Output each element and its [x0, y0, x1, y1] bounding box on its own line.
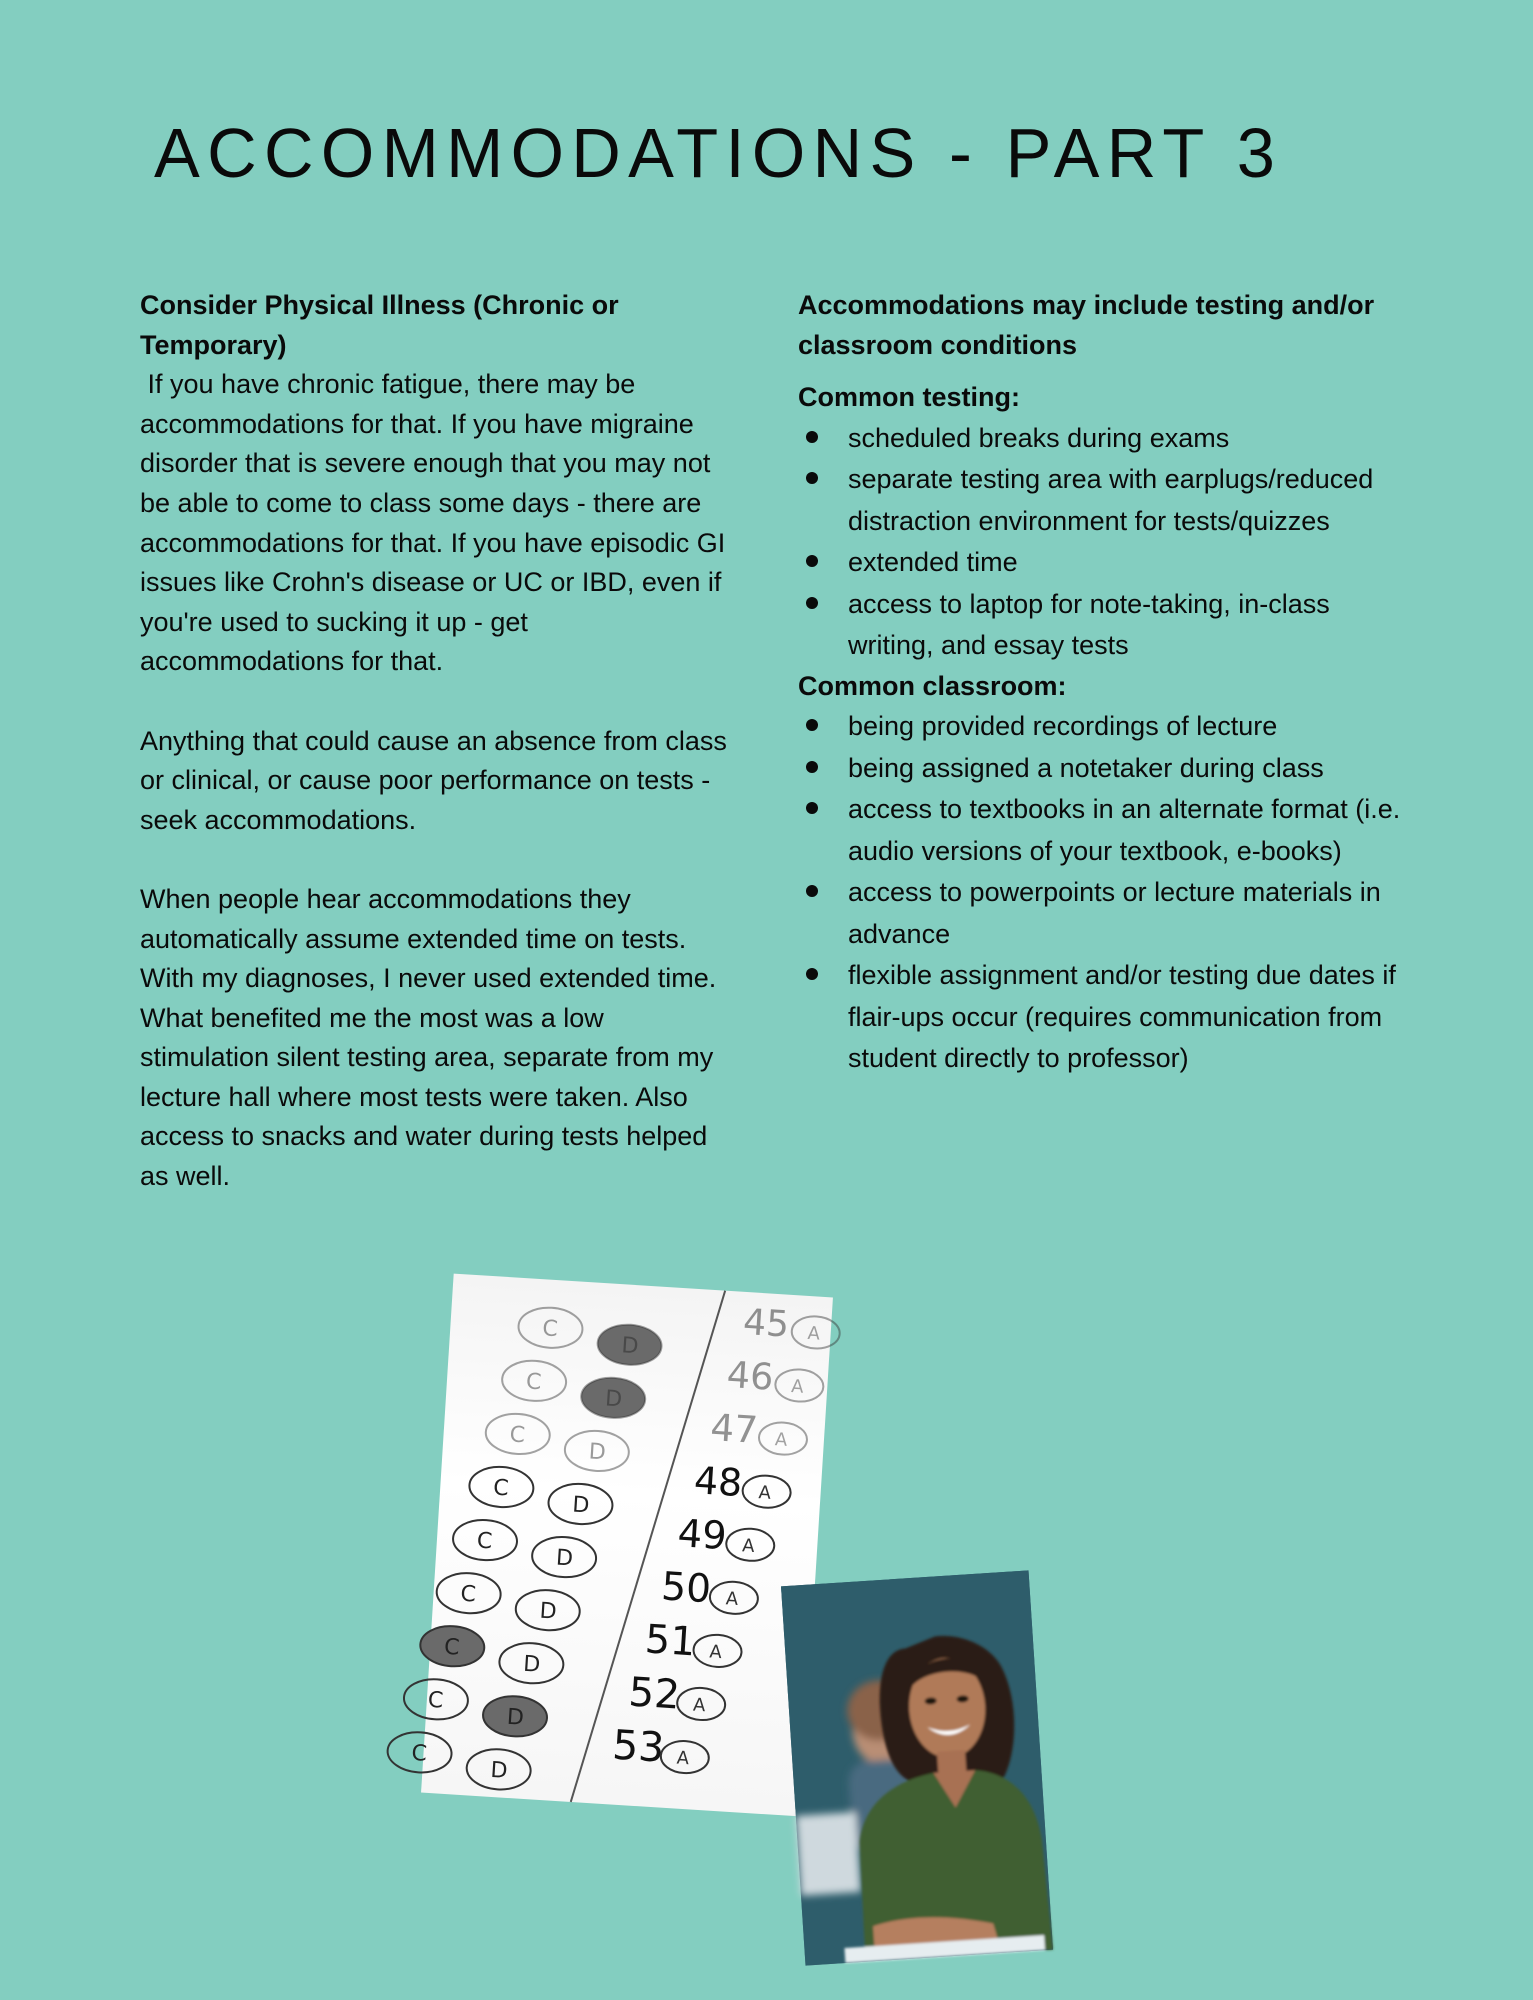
- accommodations-heading: Accommodations may include testing and/or classroom conditions: [798, 290, 1375, 360]
- bubble-letter: A: [757, 1482, 772, 1504]
- list-item: [798, 584, 1418, 667]
- physical-illness-heading: Consider Physical Illness (Chronic or Temporary): [140, 290, 619, 360]
- list-item-text: scheduled breaks during exams: [848, 422, 1230, 453]
- bubble-letter: C: [410, 1740, 428, 1767]
- list-item-text: extended time: [848, 547, 1018, 578]
- list-item: [798, 955, 1418, 1080]
- list-item-text: access to powerpoints or lecture materials in advance: [848, 877, 1381, 949]
- list-item-text: access to laptop for note-taking, in-class writing, and essay tests: [848, 588, 1330, 661]
- testing-list: [798, 418, 1418, 667]
- bubble-letter: C: [476, 1528, 494, 1555]
- paragraph-chronic-illness: If you have chronic fatigue, there may be accommodations for that. If you have migraine disorder that is severe enough that you may not be able to come to class some days - there are accommodations for that. If you have episodic GI issues like Crohn's disease or UC or IBD, even if you're used to sucking it up - get accommodations for that.: [140, 369, 733, 677]
- bubble-letter: A: [741, 1535, 756, 1557]
- bubble-letter: D: [538, 1598, 558, 1625]
- bullet-icon: [806, 968, 818, 980]
- bubble-letter: D: [620, 1333, 640, 1360]
- list-item: [798, 789, 1418, 872]
- question-number: 48: [692, 1458, 744, 1506]
- bullet-icon: [806, 761, 818, 773]
- list-item-text: flexible assignment and/or testing due dates if flair-ups occur (requires communication from student directly to professor): [848, 960, 1396, 1074]
- classroom-list: [798, 706, 1418, 1080]
- bubble-letter: A: [806, 1322, 821, 1345]
- list-item: [798, 748, 1418, 790]
- answer-sheet-image: [410, 1274, 833, 1817]
- bubble-letter: C: [459, 1581, 477, 1608]
- bullet-icon: [806, 885, 818, 897]
- bubble-letter: A: [708, 1641, 723, 1664]
- paragraph-spacer: [140, 682, 730, 722]
- bullet-icon: [806, 472, 818, 484]
- bubble-letter: D: [571, 1492, 591, 1519]
- bubble-letter: C: [541, 1316, 559, 1343]
- paragraph-spacer: [140, 840, 730, 880]
- bubble-letter: C: [427, 1687, 444, 1714]
- question-number: 51: [643, 1616, 697, 1666]
- bubble-letter: C: [492, 1475, 510, 1502]
- bubble-letter: D: [489, 1757, 509, 1784]
- left-column: [140, 286, 733, 1197]
- list-item-text: being provided recordings of lecture: [848, 711, 1278, 742]
- question-number: 53: [610, 1720, 666, 1772]
- question-number: 45: [741, 1301, 791, 1346]
- bubble-letter: D: [587, 1439, 607, 1466]
- bubble-letter: D: [604, 1386, 623, 1413]
- common-classroom-label: Common classroom:: [798, 670, 1067, 701]
- bubble-letter: C: [525, 1369, 543, 1396]
- bubble-letter: A: [774, 1429, 788, 1451]
- bubble-letter: A: [692, 1694, 707, 1717]
- question-number: 50: [660, 1564, 713, 1613]
- list-item-text: being assigned a notetaker during class: [848, 752, 1324, 783]
- bullet-icon: [806, 555, 818, 567]
- bubble-letter: C: [508, 1422, 526, 1449]
- student-illustration: [781, 1570, 1053, 1965]
- list-item: [798, 459, 1418, 542]
- bubble-letter: A: [790, 1376, 805, 1398]
- list-item: [798, 418, 1418, 460]
- question-number: 47: [709, 1405, 760, 1452]
- bubble-letter: D: [555, 1545, 574, 1572]
- common-testing-label: Common testing:: [798, 382, 1020, 413]
- list-item: [798, 542, 1418, 584]
- bullet-icon: [806, 802, 818, 814]
- bullet-icon: [806, 431, 818, 443]
- question-number: 49: [676, 1511, 728, 1560]
- bubble-letter: A: [725, 1588, 739, 1611]
- page-title: ACCOMMODATIONS - PART 3: [154, 114, 1283, 192]
- answer-sheet-illustration: [410, 1274, 833, 1817]
- list-item: [798, 706, 1418, 748]
- list-item-text: separate testing area with earplugs/reduced distraction environment for tests/quizzes: [848, 464, 1374, 536]
- bullet-icon: [806, 719, 818, 731]
- student-photo: [781, 1570, 1053, 1965]
- question-number: 52: [627, 1669, 682, 1719]
- paragraph-absence: Anything that could cause an absence from class or clinical, or cause poor performance on tests - seek accommodations.: [140, 725, 727, 835]
- question-number: 46: [725, 1352, 775, 1399]
- right-column: [798, 286, 1418, 1080]
- bubble-letter: A: [676, 1747, 690, 1770]
- bubble-letter: D: [522, 1651, 542, 1678]
- bubble-letter: D: [506, 1704, 525, 1731]
- paragraph-personal-experience: When people hear accommodations they automatically assume extended time on tests. With my diagnoses, I never used extended time. What benefited me the most was a low stimulation silent testing area, separate from my lecture hall where most tests were taken. Also access to snacks and water during tests helped as well.: [140, 883, 717, 1192]
- list-item: [798, 872, 1418, 955]
- bullet-icon: [806, 597, 818, 609]
- bubble-letter: C: [443, 1634, 461, 1661]
- list-item-text: access to textbooks in an alternate format (i.e. audio versions of your textbook, e-books): [848, 794, 1401, 866]
